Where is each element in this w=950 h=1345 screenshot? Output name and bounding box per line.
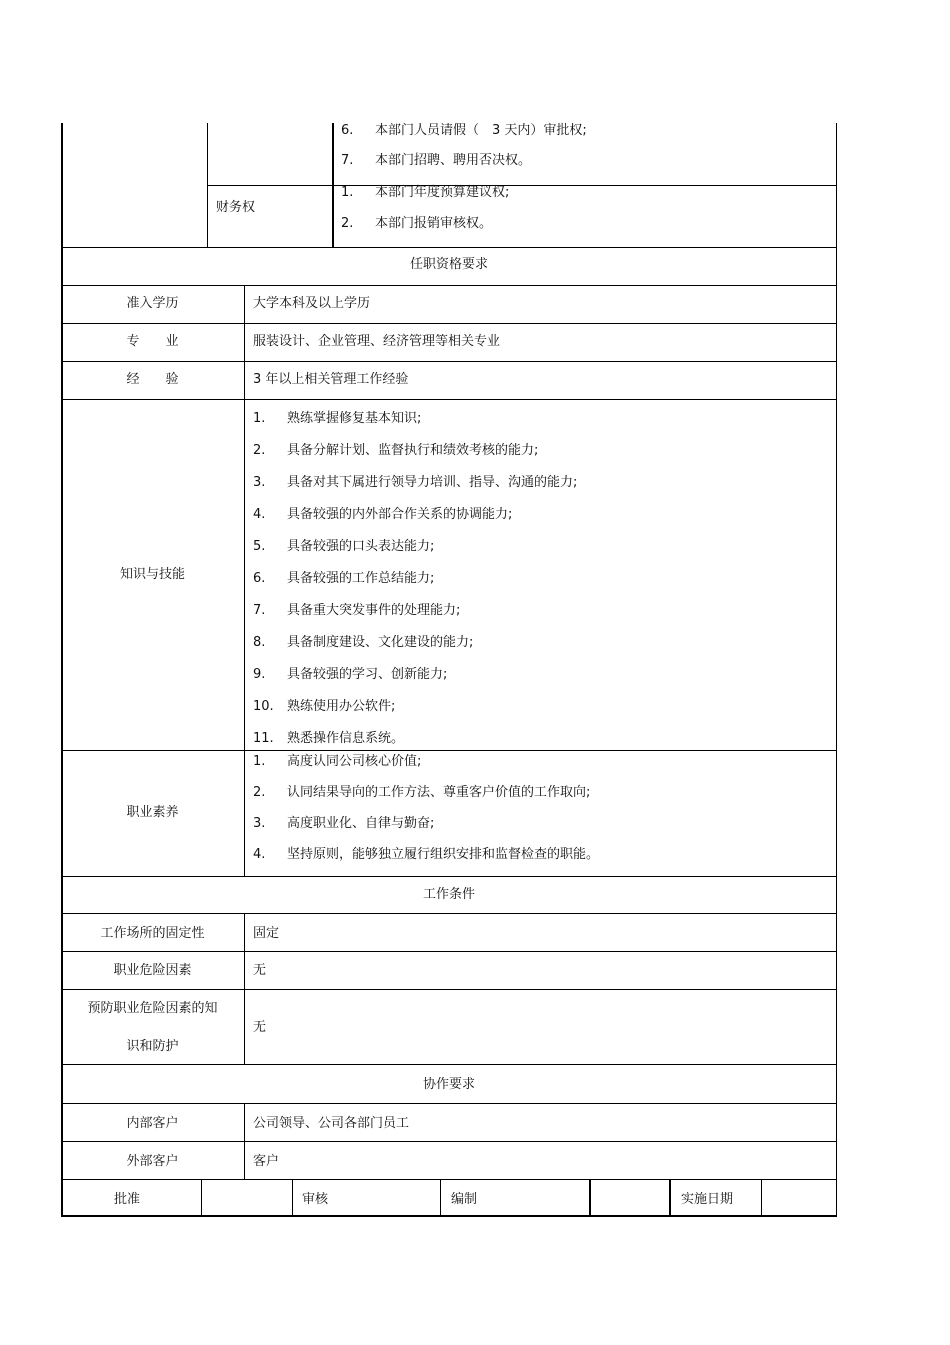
item-text: 认同结果导向的工作方法、尊重客户价值的工作取向;: [287, 785, 591, 800]
quality-item: [253, 847, 599, 863]
skill-item: [253, 443, 538, 459]
skill-item: [253, 475, 577, 491]
item-number: 2.: [253, 443, 266, 458]
item-text: 具备较强的学习、创新能力;: [287, 667, 448, 682]
section-title-cooperation: 协作要求: [422, 1077, 475, 1092]
item-number: 7.: [253, 603, 266, 618]
item-number: 4.: [253, 847, 266, 862]
divider: [61, 750, 837, 751]
review-label: 审核: [302, 1192, 329, 1207]
education-value: 大学本科及以上学历: [253, 296, 371, 311]
major-label: 专 业: [126, 334, 179, 349]
prevention-value: 无: [253, 1020, 267, 1035]
internal-customer-value: 公司领导、公司各部门员工: [253, 1116, 410, 1131]
item-text: 熟练使用办公软件;: [287, 699, 396, 714]
item-text: 高度认同公司核心价值;: [287, 754, 422, 769]
item-number: 1.: [341, 185, 354, 200]
divider: [61, 1064, 837, 1065]
item-text: 本部门报销审核权。: [375, 216, 493, 231]
finance-item: [341, 216, 492, 232]
divider: [61, 1141, 837, 1142]
external-customer-label: 外部客户: [126, 1154, 179, 1169]
education-label: 准入学历: [126, 296, 179, 311]
item-text: 具备较强的工作总结能力;: [287, 571, 435, 586]
item-text: 具备较强的内外部合作关系的协调能力;: [287, 507, 513, 522]
divider: [61, 361, 837, 362]
item-text: 具备分解计划、监督执行和绩效考核的能力;: [287, 443, 539, 458]
item-number: 1.: [253, 411, 266, 426]
item-number: 3.: [253, 475, 266, 490]
skill-item: [253, 699, 395, 715]
skill-item: [253, 731, 404, 747]
item-number: 11.: [253, 731, 274, 746]
skills-label: 知识与技能: [119, 567, 185, 582]
divider: [61, 323, 837, 324]
item-text: 熟悉操作信息系统。: [287, 731, 405, 746]
external-customer-value: 客户: [253, 1154, 280, 1169]
item-text: 本部门人员请假（ 3 天内）审批权;: [375, 123, 587, 138]
divider: [201, 1179, 202, 1217]
item-text: 本部门年度预算建议权;: [375, 185, 510, 200]
item-text: 高度职业化、自律与勤奋;: [287, 816, 435, 831]
item-text: 具备重大突发事件的处理能力;: [287, 603, 461, 618]
divider: [61, 913, 837, 914]
divider: [244, 913, 245, 1064]
approval-item: [341, 153, 531, 169]
skill-item: [253, 603, 460, 619]
item-text: 具备较强的口头表达能力;: [287, 539, 435, 554]
section-title-qualifications: 任职资格要求: [409, 257, 488, 272]
divider: [61, 1179, 837, 1180]
divider: [440, 1179, 441, 1217]
item-text: 熟练掌握修复基本知识;: [287, 411, 422, 426]
divider: [61, 951, 837, 952]
item-number: 9.: [253, 667, 266, 682]
skill-item: [253, 667, 447, 683]
prevention-label-line1: 预防职业危险因素的知: [87, 1001, 218, 1016]
item-number: 4.: [253, 507, 266, 522]
item-number: 6.: [253, 571, 266, 586]
table-border-right: [836, 123, 837, 1217]
job-description-table: [61, 123, 837, 1217]
divider: [61, 247, 837, 248]
major-value: 服装设计、企业管理、经济管理等相关专业: [253, 334, 501, 349]
item-number: 1.: [253, 754, 266, 769]
item-number: 2.: [341, 216, 354, 231]
item-number: 6.: [341, 123, 354, 138]
divider: [761, 1179, 762, 1217]
divider: [244, 1103, 245, 1179]
skill-item: [253, 571, 434, 587]
item-text: 具备制度建设、文化建设的能力;: [287, 635, 474, 650]
divider: [61, 285, 837, 286]
item-number: 10.: [253, 699, 274, 714]
prevention-label-line2: 识和防护: [126, 1039, 179, 1054]
hazard-value: 无: [253, 963, 267, 978]
divider: [292, 1179, 293, 1217]
prepare-label: 编制: [451, 1192, 478, 1207]
divider: [61, 989, 837, 990]
quality-label: 职业素养: [126, 805, 179, 820]
finance-authority-label: 财务权: [216, 200, 256, 215]
skill-item: [253, 539, 434, 555]
place-value: 固定: [253, 926, 280, 941]
divider: [244, 285, 245, 876]
divider: [669, 1179, 671, 1217]
finance-item: [341, 185, 509, 201]
approval-item: [341, 123, 587, 139]
skill-item: [253, 635, 473, 651]
skill-item: [253, 411, 421, 427]
item-text: 本部门招聘、聘用否决权。: [375, 153, 532, 168]
item-text: 具备对其下属进行领导力培训、指导、沟通的能力;: [287, 475, 578, 490]
place-label: 工作场所的固定性: [100, 926, 205, 941]
item-text: 坚持原则，能够独立履行组织安排和监督检查的职能。: [287, 847, 600, 862]
item-number: 7.: [341, 153, 354, 168]
divider: [589, 1179, 591, 1217]
section-title-conditions: 工作条件: [422, 887, 475, 902]
item-number: 8.: [253, 635, 266, 650]
internal-customer-label: 内部客户: [126, 1116, 179, 1131]
quality-item: [253, 816, 434, 832]
quality-item: [253, 785, 590, 801]
divider: [61, 1103, 837, 1104]
divider: [61, 876, 837, 877]
experience-value: 3 年以上相关管理工作经验: [253, 372, 409, 387]
table-border-bottom: [61, 1215, 837, 1217]
skill-item: [253, 507, 512, 523]
quality-item: [253, 754, 421, 770]
item-number: 2.: [253, 785, 266, 800]
effective-date-label: 实施日期: [681, 1192, 734, 1207]
approve-label: 批准: [114, 1192, 141, 1207]
hazard-label: 职业危险因素: [113, 963, 192, 978]
divider: [208, 185, 837, 186]
experience-label: 经 验: [126, 372, 179, 387]
item-number: 5.: [253, 539, 266, 554]
divider: [61, 399, 837, 400]
item-number: 3.: [253, 816, 266, 831]
